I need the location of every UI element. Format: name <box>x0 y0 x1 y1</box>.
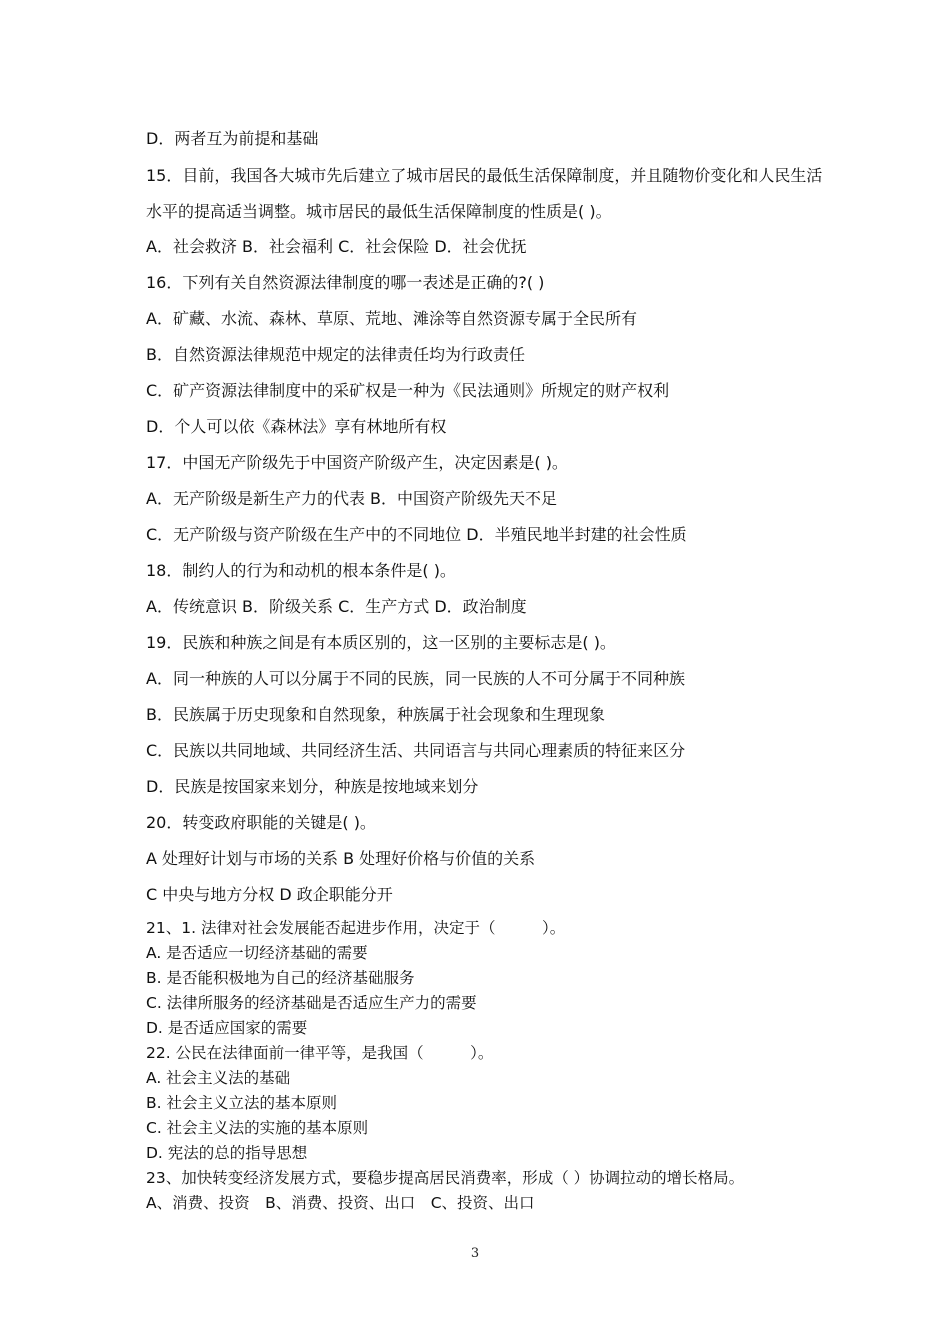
options-18: A．传统意识 B．阶级关系 C．生产方式 D．政治制度 <box>146 597 527 616</box>
question-19: 19．民族和种族之间是有本质区别的，这一区别的主要标志是( )。 <box>146 633 616 652</box>
options-20-ab: A 处理好计划与市场的关系 B 处理好价格与价值的关系 <box>146 849 536 868</box>
option-22-a: A. 社会主义法的基础 <box>146 1069 291 1087</box>
option-19-a: A．同一种族的人可以分属于不同的民族，同一民族的人不可分属于不同种族 <box>146 669 685 688</box>
question-22: 22. 公民在法律面前一律平等，是我国（ ）。 <box>146 1044 494 1062</box>
options-23: A、消费、投资 B、消费、投资、出口 C、投资、出口 <box>146 1194 535 1212</box>
options-20-cd: C 中央与地方分权 D 政企职能分开 <box>146 885 393 904</box>
option-22-d: D. 宪法的总的指导思想 <box>146 1144 308 1162</box>
option-21-a: A. 是否适应一切经济基础的需要 <box>146 944 368 962</box>
option-22-b: B. 社会主义立法的基本原则 <box>146 1094 337 1112</box>
page-number: 3 <box>470 1246 480 1261</box>
question-23: 23、加快转变经济发展方式，要稳步提高居民消费率，形成（ ）协调拉动的增长格局。 <box>146 1169 745 1187</box>
option-16-a: A．矿藏、水流、森林、草原、荒地、滩涂等自然资源专属于全民所有 <box>146 309 637 328</box>
question-block-upper <box>146 122 836 914</box>
option-21-c: C. 法律所服务的经济基础是否适应生产力的需要 <box>146 994 477 1012</box>
question-17: 17．中国无产阶级先于中国资产阶级产生，决定因素是( )。 <box>146 453 568 472</box>
option-21-d: D. 是否适应国家的需要 <box>146 1019 308 1037</box>
question-15: 15．目前，我国各大城市先后建立了城市居民的最低生活保障制度，并且随物价变化和人民生活水平的提高适当调整。城市居民的最低生活保障制度的性质是( )。 <box>146 166 823 221</box>
question-16: 16．下列有关自然资源法律制度的哪一表述是正确的?( ) <box>146 273 545 292</box>
option-16-b: B．自然资源法律规范中规定的法律责任均为行政责任 <box>146 345 525 364</box>
option-19-d: D．民族是按国家来划分，种族是按地域来划分 <box>146 777 479 796</box>
option-16-d: D．个人可以依《森林法》享有林地所有权 <box>146 417 447 436</box>
question-18: 18．制约人的行为和动机的根本条件是( )。 <box>146 561 456 580</box>
question-21: 21、1. 法律对社会发展能否起进步作用，决定于（ ）。 <box>146 919 566 937</box>
question-20: 20．转变政府职能的关键是( )。 <box>146 813 376 832</box>
option-line: D．两者互为前提和基础 <box>146 129 319 148</box>
options-17-cd: C．无产阶级与资产阶级在生产中的不同地位 D．半殖民地半封建的社会性质 <box>146 525 687 544</box>
option-22-c: C. 社会主义法的实施的基本原则 <box>146 1119 369 1137</box>
option-21-b: B. 是否能积极地为自己的经济基础服务 <box>146 969 415 987</box>
options-15: A．社会救济 B．社会福利 C．社会保险 D．社会优抚 <box>146 237 527 256</box>
option-16-c: C．矿产资源法律制度中的采矿权是一种为《民法通则》所规定的财产权利 <box>146 381 670 400</box>
options-17-ab: A．无产阶级是新生产力的代表 B．中国资产阶级先天不足 <box>146 489 558 508</box>
question-block-lower <box>146 916 836 1216</box>
option-19-c: C．民族以共同地域、共同经济生活、共同语言与共同心理素质的特征来区分 <box>146 741 686 760</box>
option-19-b: B．民族属于历史现象和自然现象，种族属于社会现象和生理现象 <box>146 705 605 724</box>
